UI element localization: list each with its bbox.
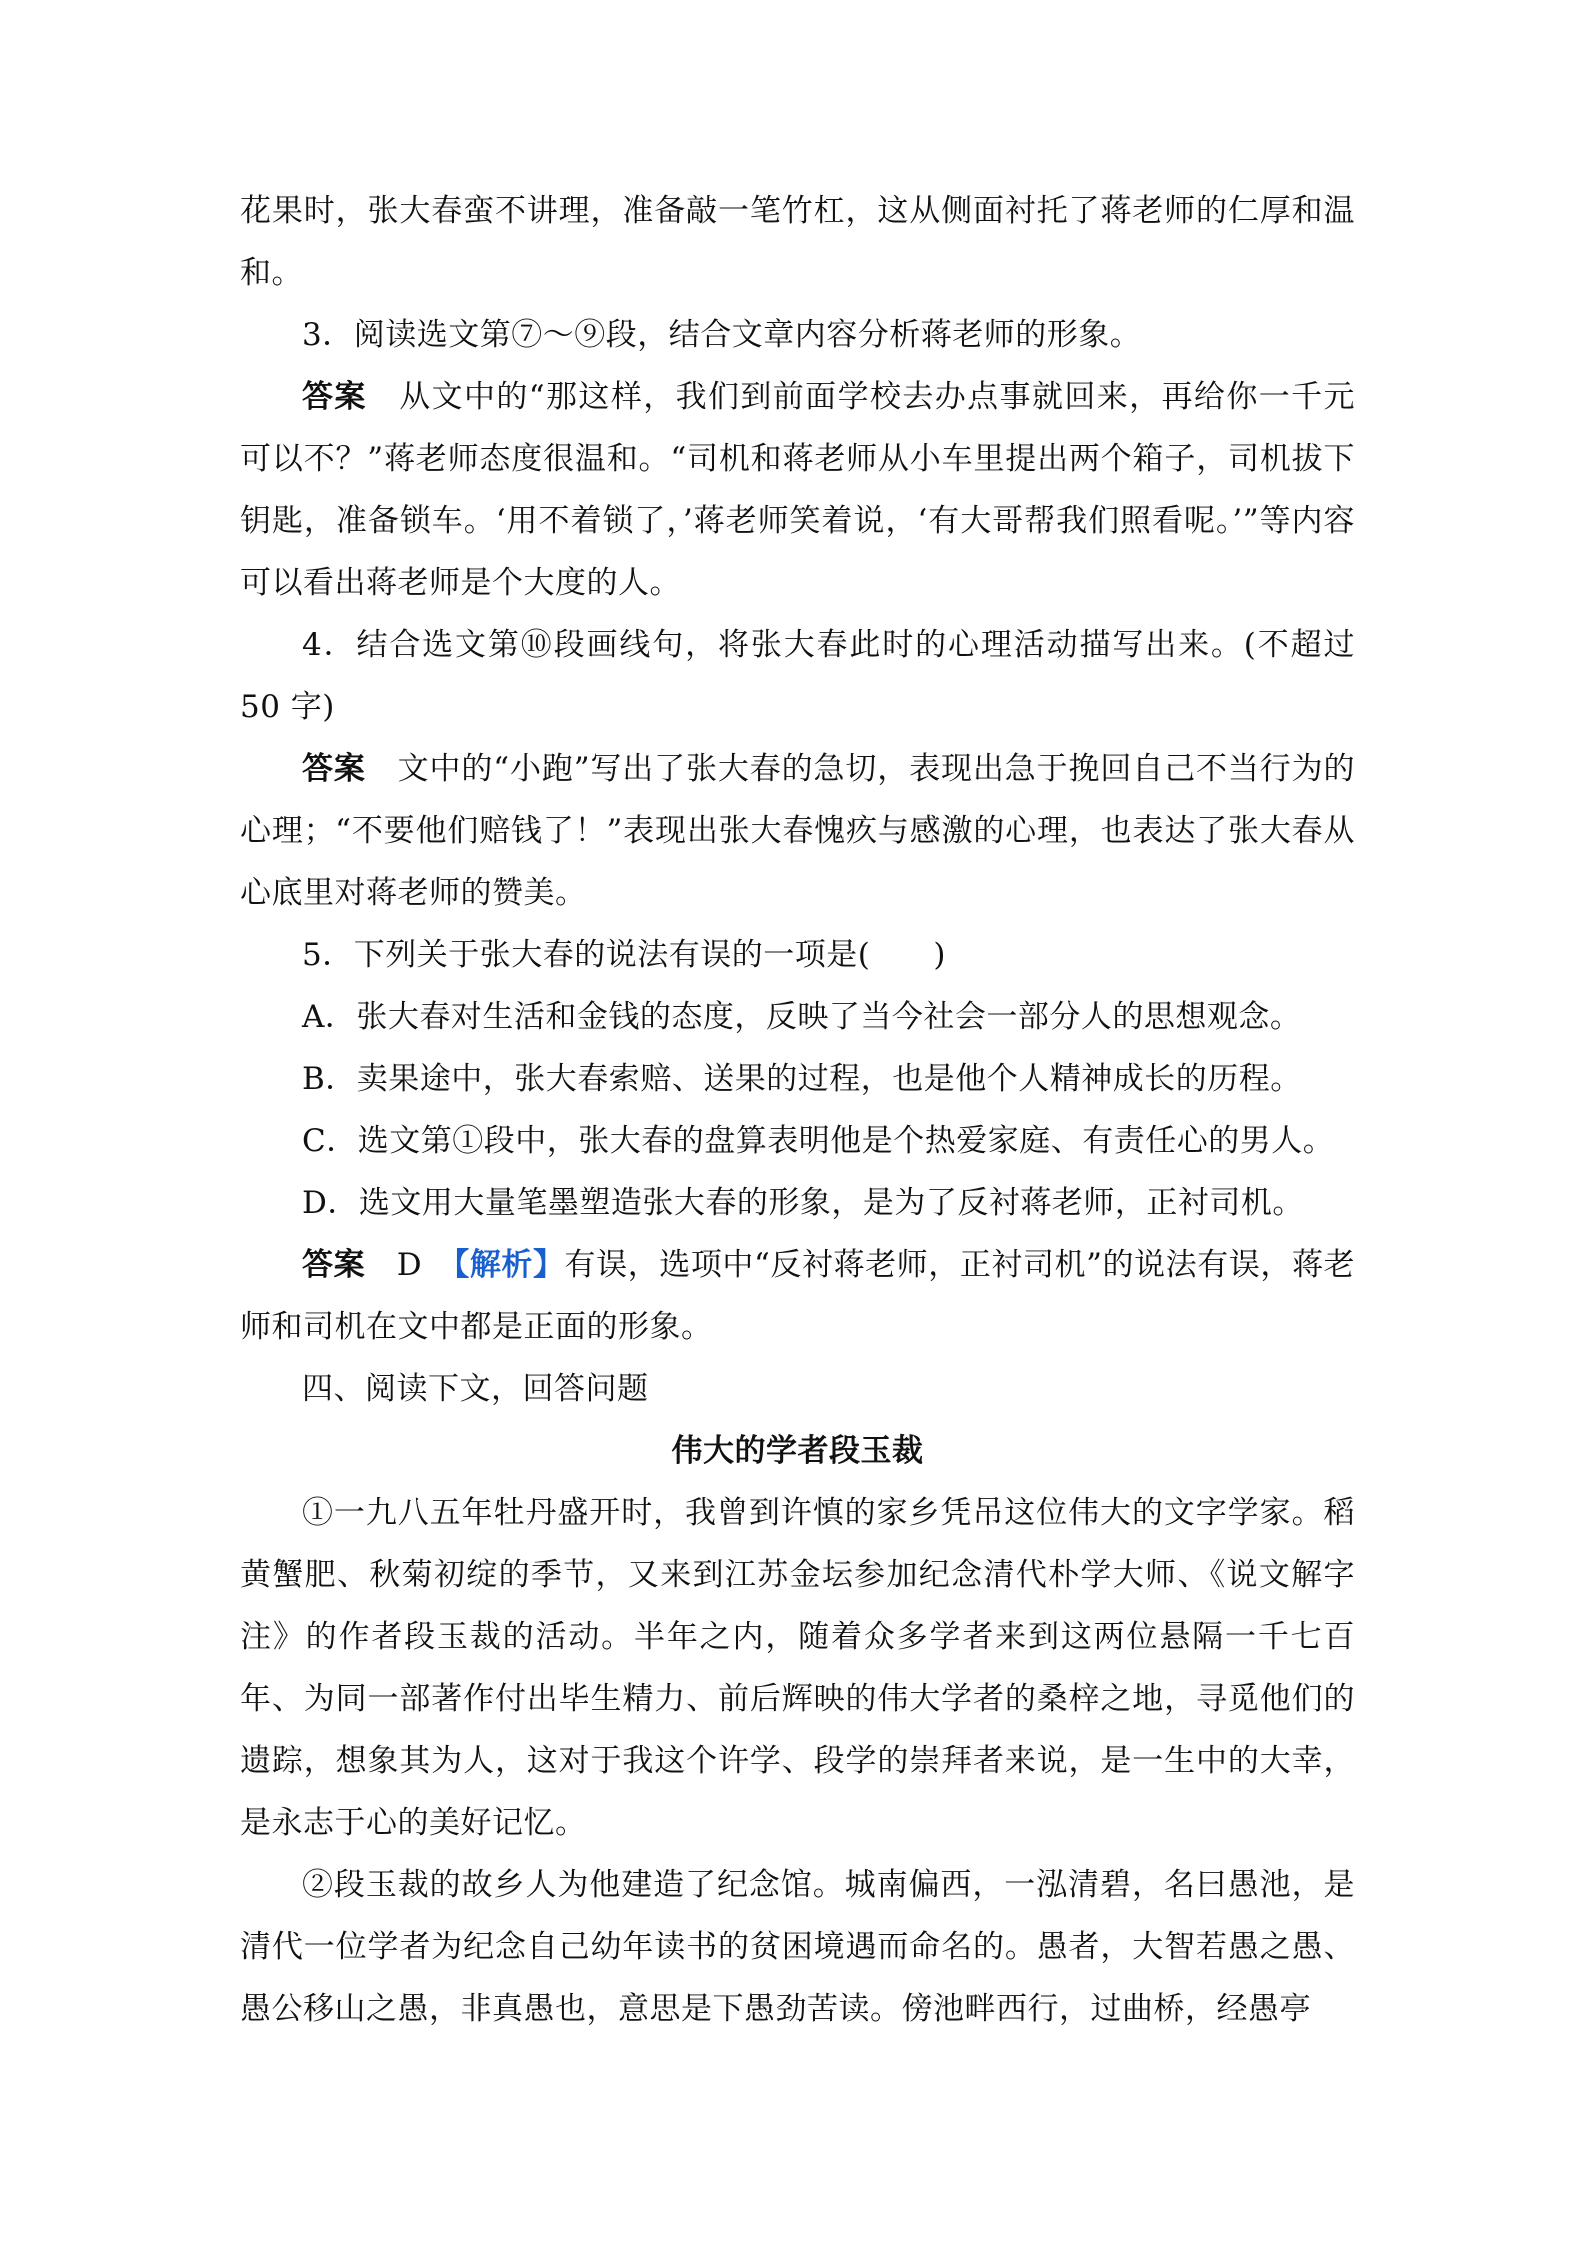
continued-paragraph: 花果时，张大春蛮不讲理，准备敲一笔竹杠，这从侧面衬托了蒋老师的仁厚和温和。 (240, 193, 1355, 291)
option-a: A．张大春对生活和金钱的态度，反映了当今社会一部分人的思想观念。 (302, 999, 1302, 1035)
article-title: 伟大的学者段玉裁 (671, 1433, 924, 1469)
question-5: 5．下列关于张大春的说法有误的一项是( ) (302, 937, 946, 973)
article-paragraph-1: ①一九八五年牡丹盛开时，我曾到许慎的家乡凭吊这位伟大的文字学家。稻黄蟹肥、秋菊初绽的季节，又来到江苏金坛参加纪念清代朴学大师、《说文解字注》的作者段玉裁的活动。半年之内，随着众多学者来到这两位悬隔一千七百年、为同一部著作付出毕生精力、前后辉映的伟大学者的桑梓之地，寻觅他们的遗踪，想象其为人，这对于我这个许学、段学的崇拜者来说，是一生中的大幸，是永志于心的美好记忆。 (240, 1495, 1355, 1841)
answer-5-text: 有误，选项中“反衬蒋老师，正衬司机”的说法有误，蒋老师和司机在文中都是正面的形象。 (240, 1247, 1356, 1345)
answer-5 (240, 1234, 1355, 1358)
option-d: D．选文用大量笔墨塑造张大春的形象，是为了反衬蒋老师，正衬司机。 (302, 1185, 1304, 1221)
answer-label: 答案 (302, 1247, 366, 1283)
answer-4-text: 文中的“小跑”写出了张大春的急切，表现出急于挽回自己不当行为的心理；“不要他们赔钱了！”表现出张大春愧疚与感激的心理，也表达了张大春从心底里对蒋老师的赞美。 (240, 751, 1355, 911)
answer-3 (240, 366, 1355, 614)
question-3: 3．阅读选文第⑦～⑨段，结合文章内容分析蒋老师的形象。 (302, 317, 1142, 353)
section-heading: 四、阅读下文，回答问题 (302, 1371, 649, 1407)
question-4: 4．结合选文第⑩段画线句，将张大春此时的心理活动描写出来。(不超过 50 字) (240, 627, 1355, 725)
article-paragraph-2: ②段玉裁的故乡人为他建造了纪念馆。城南偏西，一泓清碧，名曰愚池，是清代一位学者为纪念自己幼年读书的贫困境遇而命名的。愚者，大智若愚之愚、愚公移山之愚，非真愚也，意思是下愚劲苦读。傍池畔西行，过曲桥，经愚亭 (240, 1867, 1355, 2027)
answer-label: 答案 (302, 751, 366, 787)
option-c: C．选文第①段中，张大春的盘算表明他是个热爱家庭、有责任心的男人。 (302, 1123, 1335, 1159)
answer-label: 答案 (302, 379, 367, 415)
answer-4 (240, 738, 1355, 924)
answer-5-choice: D (396, 1247, 423, 1283)
analysis-label: 【解析】 (453, 1247, 565, 1283)
document-content (240, 180, 1355, 2040)
answer-3-text: 从文中的“那这样，我们到前面学校去办点事就回来，再给你一千元可以不？”蒋老师态度很温和。“司机和蒋老师从小车里提出两个箱子，司机拔下钥匙，准备锁车。‘用不着锁了，’蒋老师笑着说，‘有大哥帮我们照看呢。’”等内容可以看出蒋老师是个大度的人。 (240, 379, 1356, 601)
option-b: B．卖果途中，张大春索赔、送果的过程，也是他个人精神成长的历程。 (302, 1061, 1302, 1097)
